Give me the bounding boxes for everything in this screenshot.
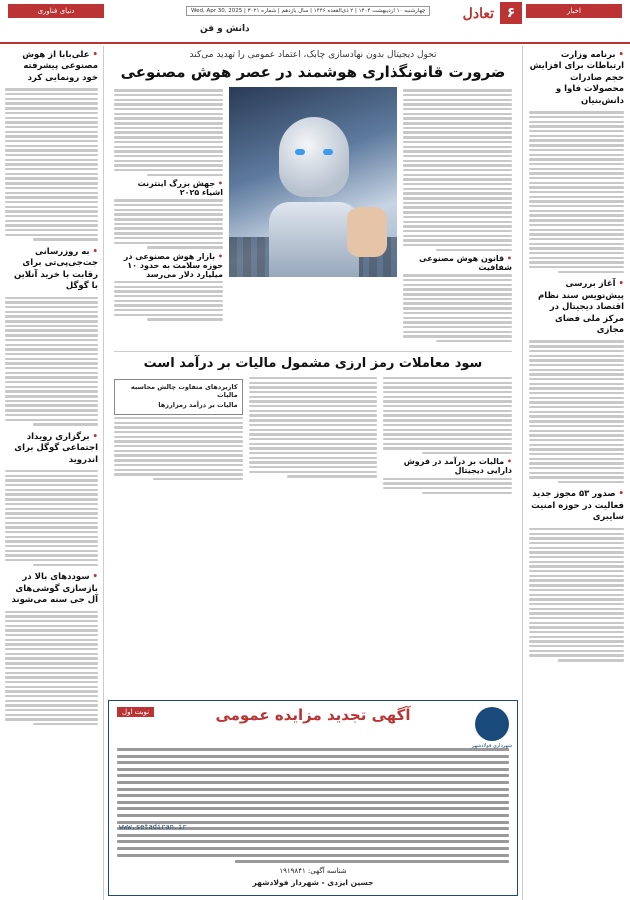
main-article-row <box>114 87 512 345</box>
robot-illustration <box>229 87 397 277</box>
news-headline: • آغاز بررسی پیش‌نویس سند نظام اقتصاد دیجیتال در مرکز ملی فضای مجازی <box>538 279 624 335</box>
article-body <box>529 528 624 662</box>
section-title: دانش و فن <box>200 24 250 34</box>
ad-id: شناسه آگهی: ۱۹۱۹۸۴۱ <box>279 867 347 875</box>
logo-caption: شهرداری فولادشهر <box>471 743 513 749</box>
highlights-box <box>114 379 243 415</box>
news-headline: • صدور ۵۳ مجوز جدید فعالیت در حوزه امنیت سایبری <box>531 489 624 523</box>
news-headline: • برنامه وزارت ارتباطات برای افزایش حجم صادرات محصولات فاوا و دانش‌بنیان <box>529 50 624 106</box>
ad-signature: حسین ایزدی - شهردار فولادشهر <box>252 878 374 887</box>
article-body <box>5 611 98 726</box>
second-article-title: سود معاملات رمز ارزی مشمول مالیات بر درآمد است <box>114 351 512 371</box>
highlight-item: کاربردهای متفاوت چالش محاسبه مالیات <box>130 382 238 399</box>
auction-ad <box>108 700 518 896</box>
article-body <box>529 340 624 483</box>
subheading: • جهش بزرگ اینترنت اشیاء ۲۰۲۵ <box>137 179 223 198</box>
issue-info: چهارشنبه ۱۰ اردیبهشت ۱۴۰۴ | ۲ ذی‌القعده ۱۴۴۶ | سال یازدهم | شماره ۳۰۲۱ | Wed, Apr 30, 2025 <box>186 6 430 16</box>
newspaper-logo: تعادل <box>462 6 494 22</box>
left-news-column <box>0 46 104 900</box>
highlight-item: مالیات بر درآمد رمزارزها <box>158 400 238 409</box>
left-section-label: دنیای فناوری <box>8 4 104 18</box>
article-body <box>5 88 98 240</box>
news-headline: • علی‌بابا از هوش مصنوعی پیشرفته خود رونمایی کرد <box>22 50 98 83</box>
municipality-logo-icon <box>475 707 509 741</box>
page-header <box>0 0 630 44</box>
subheading: • بازار هوش مصنوعی در حوزه سلامت به حدود ۱۰ میلیارد دلار می‌رسد <box>123 251 223 279</box>
text-column <box>249 375 378 497</box>
text-column <box>114 375 243 497</box>
news-headline: • برگزاری رویداد اجتماعی گوگل برای اندروید <box>14 431 98 465</box>
subheading: • مالیات بر درآمد در فروش دارایی دیجیتال <box>403 457 512 476</box>
article-body <box>5 470 98 566</box>
ad-title: آگهی تجدید مزایده عمومی <box>215 706 411 724</box>
subheading: • قانون هوش مصنوعی شفافیت <box>419 254 512 273</box>
article-kicker: تحول دیجیتال بدون نهادسازی چابک، اعتماد عمومی را تهدید می‌کند <box>189 50 437 60</box>
text-column <box>403 87 512 345</box>
right-news-column <box>522 46 630 900</box>
text-column <box>114 87 223 345</box>
ad-badge: نوبت اول <box>117 707 154 717</box>
news-headline: • به روزرسانی جت‌جی‌پی‌تی برای رقابت با خرید آنلاین با گوگل <box>13 246 98 292</box>
article-body <box>5 297 98 426</box>
article-title: ضرورت قانونگذاری هوشمند در عصر هوش مصنوعی <box>120 63 506 81</box>
ad-body <box>117 748 509 863</box>
ad-url: www.setadiran.ir <box>119 823 187 831</box>
right-section-label: اخبار <box>526 4 622 18</box>
text-column <box>383 375 512 497</box>
article-body <box>529 111 624 273</box>
news-headline: • سوددهای بالا در بازسازی گوشی‌های آل جی سنه می‌شوند <box>11 572 98 606</box>
page-number: ۶ <box>500 2 522 24</box>
second-article-row <box>114 375 512 497</box>
